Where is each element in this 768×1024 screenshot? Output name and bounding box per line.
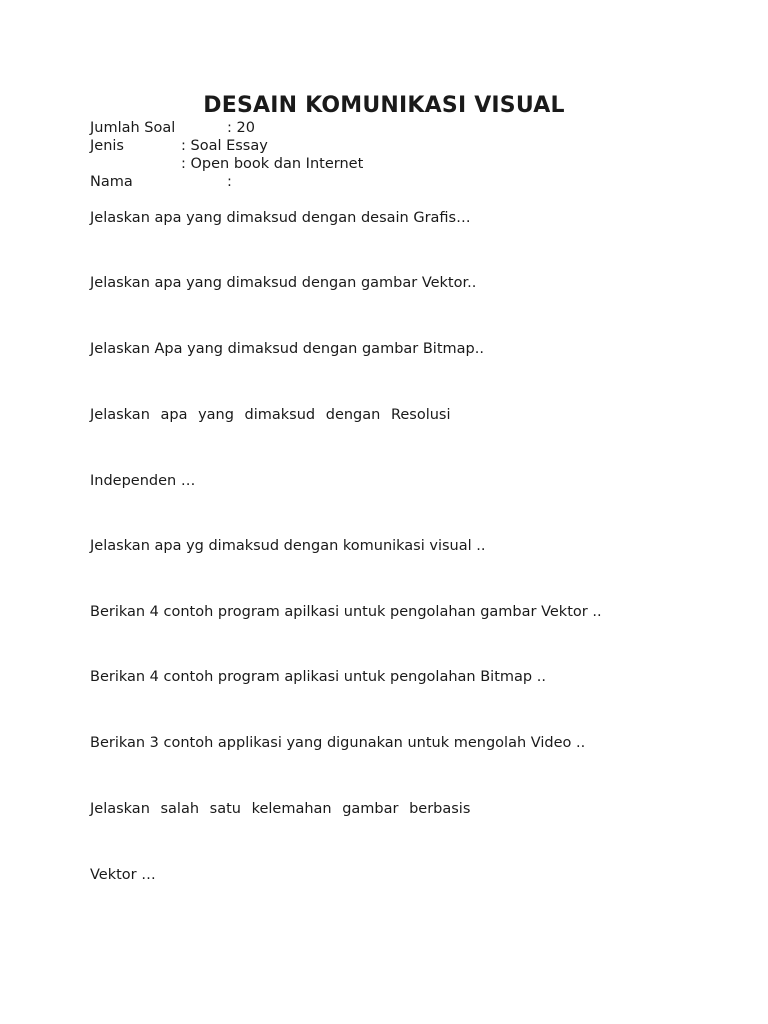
- meta-value: :: [227, 174, 232, 190]
- meta-row-jumlah-soal: [90, 119, 690, 137]
- meta-value: : 20: [227, 120, 255, 136]
- question-9-continuation: Vektor …: [90, 867, 156, 883]
- question-4-continuation: Independen …: [90, 473, 196, 489]
- question-4: Jelaskan apa yang dimaksud dengan Resolusi: [90, 407, 451, 423]
- document-title: DESAIN KOMUNIKASI VISUAL: [203, 93, 565, 118]
- meta-value: : Soal Essay: [181, 138, 268, 154]
- meta-label: Jumlah Soal: [90, 120, 176, 136]
- question-9: Jelaskan salah satu kelemahan gambar berbasis: [90, 801, 471, 817]
- question-1: Jelaskan apa yang dimaksud dengan desain Grafis…: [90, 210, 471, 226]
- question-7: Berikan 4 contoh program aplikasi untuk pengolahan Bitmap ..: [90, 669, 546, 685]
- question-5: Jelaskan apa yg dimaksud dengan komunikasi visual ..: [90, 538, 486, 554]
- meta-row-nama: [90, 173, 690, 191]
- meta-row-sifat: [90, 155, 690, 173]
- question-3: Jelaskan Apa yang dimaksud dengan gambar Bitmap..: [90, 341, 484, 357]
- question-8: Berikan 3 contoh applikasi yang digunakan untuk mengolah Video ..: [90, 735, 586, 751]
- meta-label: Jenis: [90, 138, 124, 154]
- meta-row-jenis: [90, 137, 690, 155]
- meta-value: : Open book dan Internet: [181, 156, 364, 172]
- exam-info: [90, 119, 690, 191]
- question-2: Jelaskan apa yang dimaksud dengan gambar Vektor..: [90, 275, 477, 291]
- meta-label: Nama: [90, 174, 133, 190]
- question-6: Berikan 4 contoh program apilkasi untuk pengolahan gambar Vektor ..: [90, 604, 602, 620]
